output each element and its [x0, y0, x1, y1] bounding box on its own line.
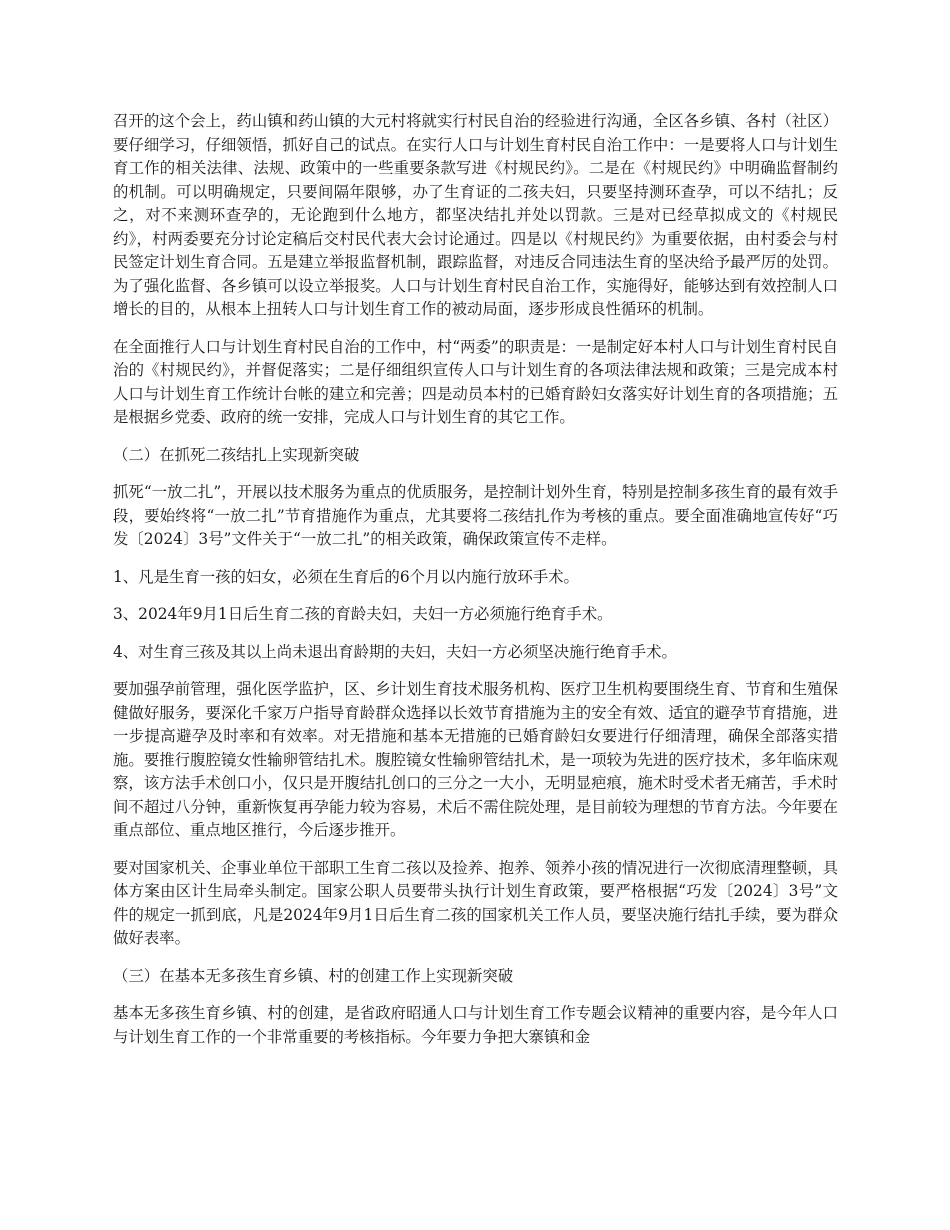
paragraph-two-committees-duties: 在全面推行人口与计划生育村民自治的工作中，村“两委”的职责是：一是制定好本村人口与计划生育村民自治的《村规民约》，并督促落实；二是仔细组织宣传人口与计划生育的各项法律法规和政策；三是完成本村人口与计划生育工作统计台帐的建立和完善；四是动员本村的已婚育龄妇女落实好计划生育的各项措施；五是根据乡党委、政府的统一安排，完成人口与计划生育的其它工作。: [113, 337, 838, 426]
paragraph-prepregnancy-management: 要加强孕前管理，强化医学监护，区、乡计划生育技术服务机构、医疗卫生机构要围绕生育、节育和生殖保健做好服务，要深化千家万户指导育龄群众选择以长效节育措施为主的安全有效、适宜的避孕节育措施，进一步提高避孕及时率和有效率。对无措施和基本无措施的已婚育龄妇女要进行仔细清理，确保全部落实措施。要推行腹腔镜女性输卵管结扎术。腹腔镜女性输卵管结扎术，是一项较为先进的医疗技术，多年临床观察，该方法手术创口小，仅只是开腹结扎创口的三分之一大小，无明显疤痕，施术时受术者无痛苦，手术时间不超过八分钟，重新恢复再孕能力较为容易，术后不需住院处理，是目前较为理想的节育方法。今年要在重点部位、重点地区推行，今后逐步推开。: [113, 680, 838, 839]
paragraph-one-ring-two-ligation: 抓死“一放二扎”，开展以技术服务为重点的优质服务，是控制计划外生育，特别是控制多孩生育的最有效手段，要始终将“一放二扎”节育措施作为重点，尤其要将二孩结扎作为考核的重点。要全面准确地宣传好“巧发〔2024〕3号”文件关于“一放二扎”的相关政策，确保政策宣传不走样。: [113, 483, 838, 548]
list-item-3: 3、2024年9月1日后生育二孩的育龄夫妇，夫妇一方必须施行绝育手术。: [113, 605, 613, 623]
paragraph-state-employees: 要对国家机关、企事业单位干部职工生育二孩以及捡养、抱养、领养小孩的情况进行一次彻底清理整顿，具体方案由区计生局牵头制定。国家公职人员要带头执行计划生育政策，要严格根据“巧发〔2024〕3号”文件的规定一抓到底，凡是2024年9月1日后生育二孩的国家机关工作人员，要坚决施行结扎手续，要为群众做好表率。: [113, 858, 838, 947]
list-item-4: 4、对生育三孩及其以上尚未退出育龄期的夫妇，夫妇一方必须坚决施行绝育手术。: [113, 642, 677, 661]
paragraph-village-autonomy: 召开的这个会上，药山镇和药山镇的大元村将就实行村民自治的经验进行沟通，全区各乡镇、各村（社区）要仔细学习，仔细领悟，抓好自己的试点。在实行人口与计划生育村民自治工作中：一是要将人口与计划生育工作的相关法律、法规、政策中的一些重要条款写进《村规民约》。二是在《村规民约》中明确监督制约的机制。可以明确规定，只要间隔年限够，办了生育证的二孩夫妇，只要坚持测环查孕，可以不结扎；反之，对不来测环查孕的，无论跑到什么地方，都坚决结扎并处以罚款。三是对已经草拟成文的《村规民约》，村两委要充分讨论定稿后交村民代表大会讨论通过。四是以《村规民约》为重要依据，由村委会与村民签定计划生育合同。五是建立举报监督机制，跟踪监督，对违反合同违法生育的坚决给予最严厉的处罚。为了强化监督、各乡镇可以设立举报奖。人口与计划生育村民自治工作，实施得好，能够达到有效控制人口增长的目的，从根本上扭转人口与计划生育工作的被动局面，逐步形成良性循环的机制。: [113, 112, 838, 318]
section-heading-2: （二）在抓死二孩结扎上实现新突破: [113, 445, 360, 464]
list-item-1: 1、凡是生育一孩的妇女，必须在生育后的6个月以内施行放环手术。: [113, 567, 579, 586]
section-heading-3: （三）在基本无多孩生育乡镇、村的创建工作上实现新突破: [113, 966, 514, 985]
paragraph-no-multiple-births: 基本无多孩生育乡镇、村的创建，是省政府昭通人口与计划生育工作专题会议精神的重要内容，是今年人口与计划生育工作的一个非常重要的考核指标。今年要力争把大寨镇和金: [113, 1004, 838, 1046]
